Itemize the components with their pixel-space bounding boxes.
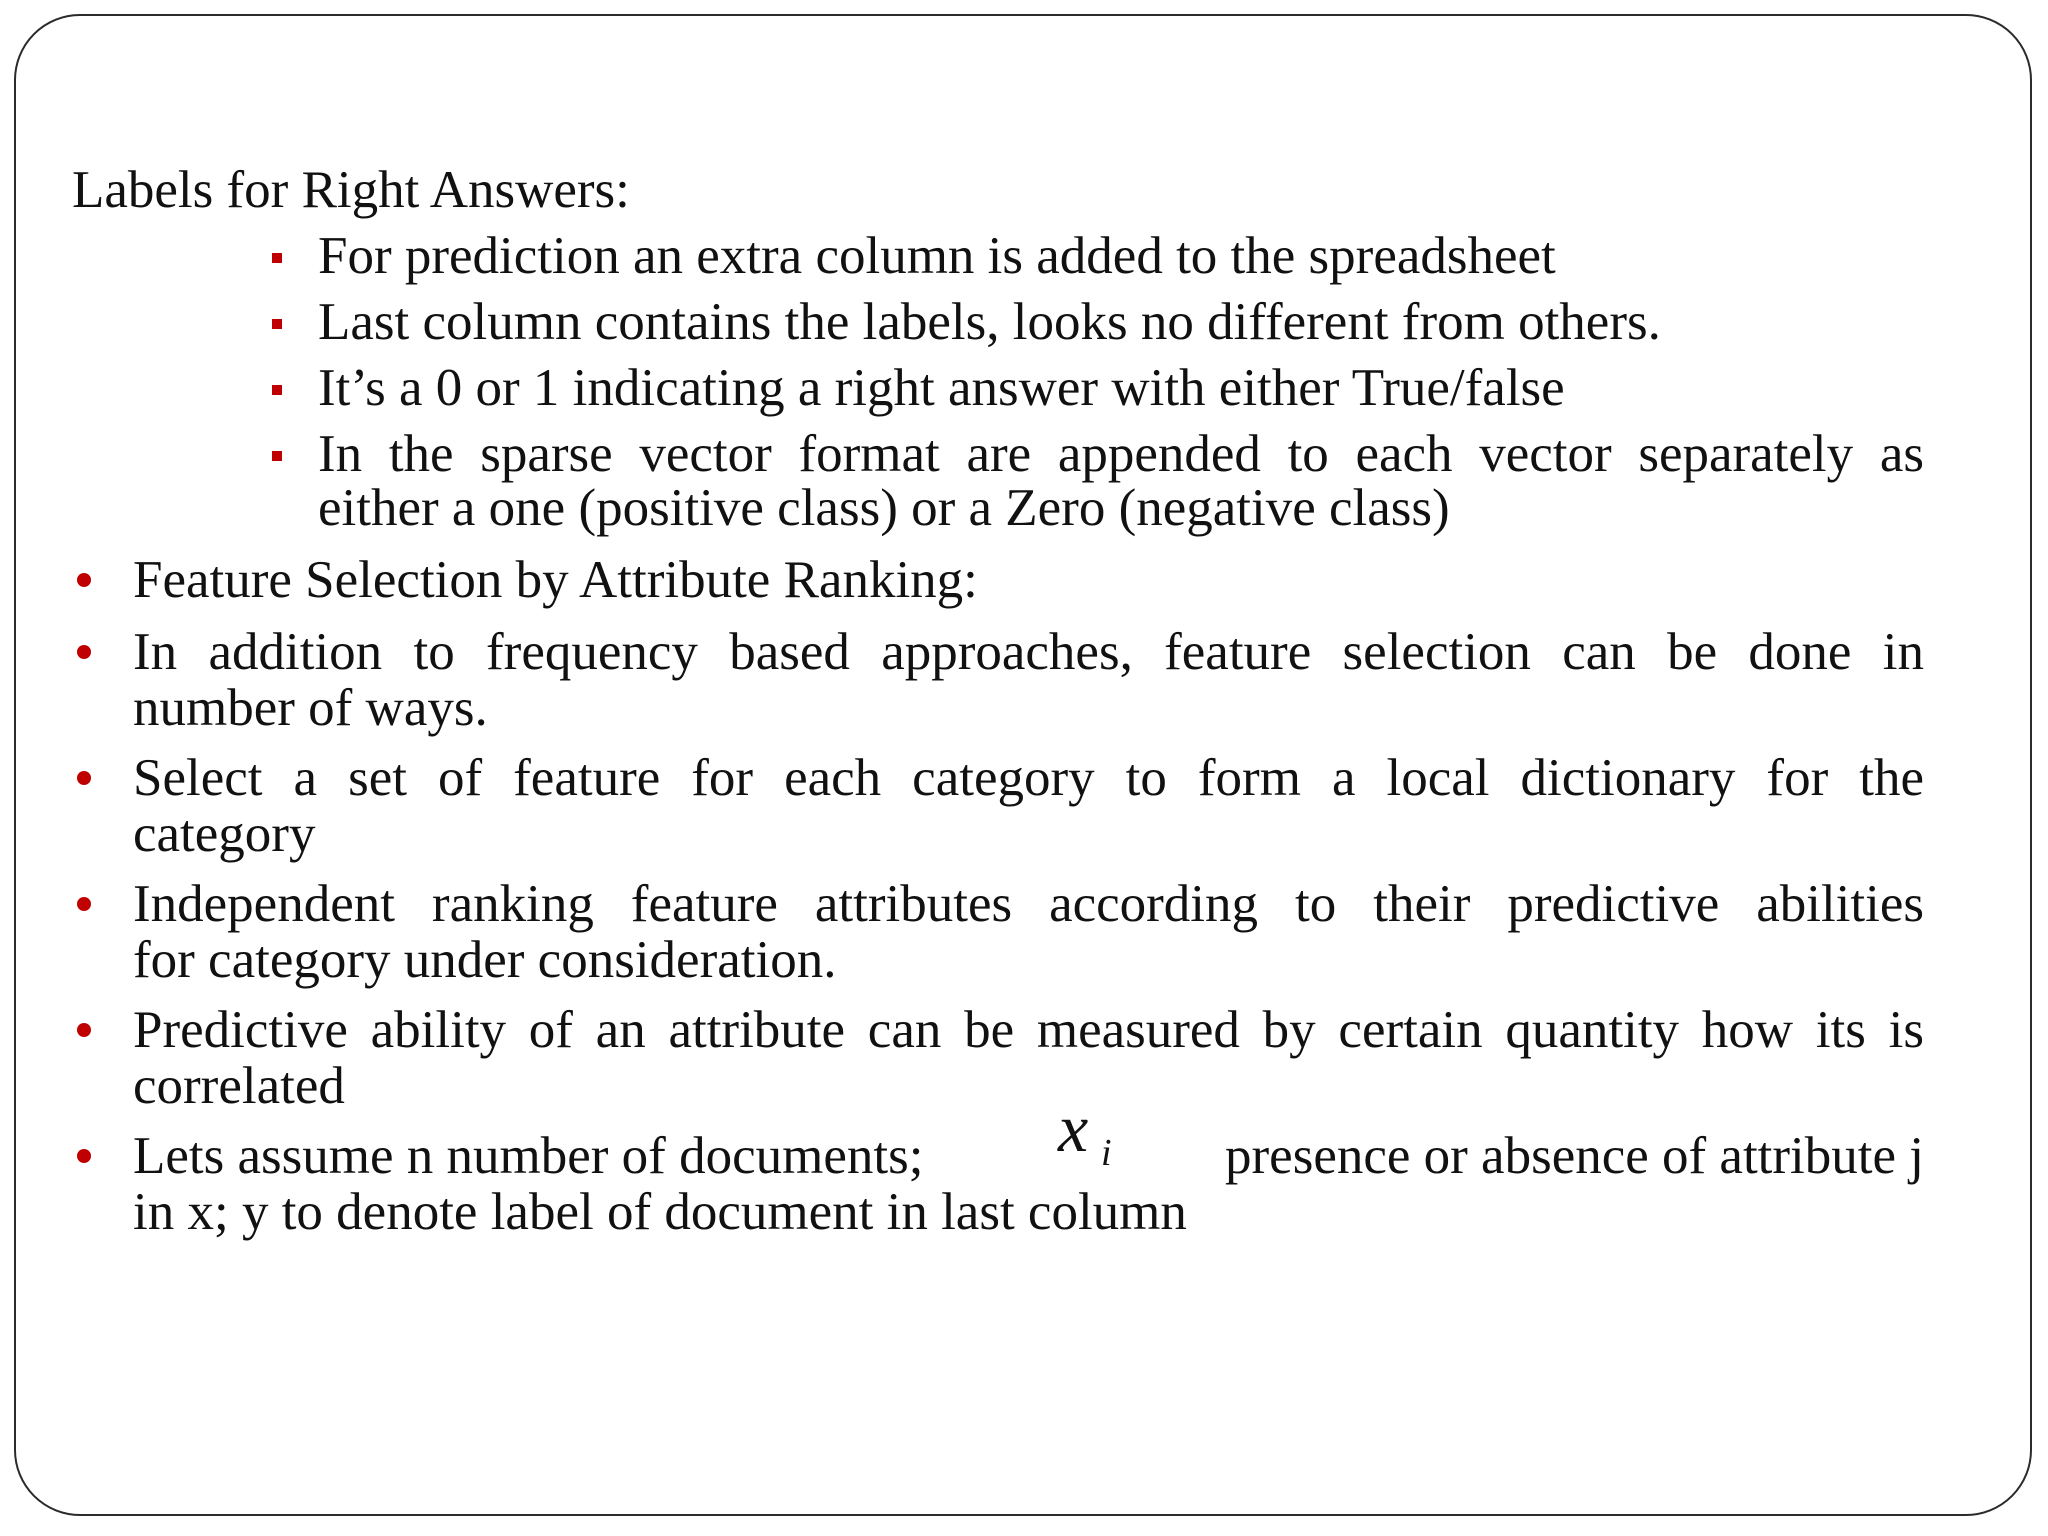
bullet-text: presence or absence of attribute j xyxy=(1225,1127,1924,1185)
bullet-text: Select a set of feature for each category to form a local dictionary for the xyxy=(133,749,1924,807)
bullet-text-continuation: for category under consideration. xyxy=(133,931,837,989)
round-bullet-icon xyxy=(77,771,91,785)
sub-bullet-text: It’s a 0 or 1 indicating a right answer with either True/false xyxy=(318,359,1565,417)
round-bullet-icon xyxy=(77,1149,91,1163)
math-subscript-i: i xyxy=(1101,1132,1112,1174)
round-bullet-icon xyxy=(77,897,91,911)
sub-bullet-text: Last column contains the labels, looks no different from others. xyxy=(318,293,1661,351)
bullet-text-continuation: in x; y to denote label of document in last column xyxy=(133,1183,1187,1241)
sub-bullet-text: For prediction an extra column is added to the spreadsheet xyxy=(318,227,1556,285)
bullet-text: In addition to frequency based approaches, feature selection can be done in xyxy=(133,623,1924,681)
slide-heading: Labels for Right Answers: xyxy=(72,161,630,219)
square-bullet-icon xyxy=(272,451,282,461)
round-bullet-icon xyxy=(77,573,91,587)
bullet-text: Feature Selection by Attribute Ranking: xyxy=(133,551,978,609)
round-bullet-icon xyxy=(77,1023,91,1037)
math-variable-x: x xyxy=(1058,1090,1089,1166)
square-bullet-icon xyxy=(272,385,282,395)
bullet-text: Lets assume n number of documents; xyxy=(133,1127,924,1185)
bullet-text-continuation: correlated xyxy=(133,1057,345,1115)
bullet-text-continuation: category xyxy=(133,805,316,863)
square-bullet-icon xyxy=(272,253,282,263)
bullet-text-continuation: number of ways. xyxy=(133,679,488,737)
round-bullet-icon xyxy=(77,645,91,659)
sub-bullet-text: In the sparse vector format are appended to each vector separately as xyxy=(318,425,1924,483)
square-bullet-icon xyxy=(272,319,282,329)
sub-bullet-text-continuation: either a one (positive class) or a Zero (negative class) xyxy=(318,479,1450,537)
bullet-text: Predictive ability of an attribute can be measured by certain quantity how its is xyxy=(133,1001,1924,1059)
bullet-text: Independent ranking feature attributes according to their predictive abilities xyxy=(133,875,1924,933)
